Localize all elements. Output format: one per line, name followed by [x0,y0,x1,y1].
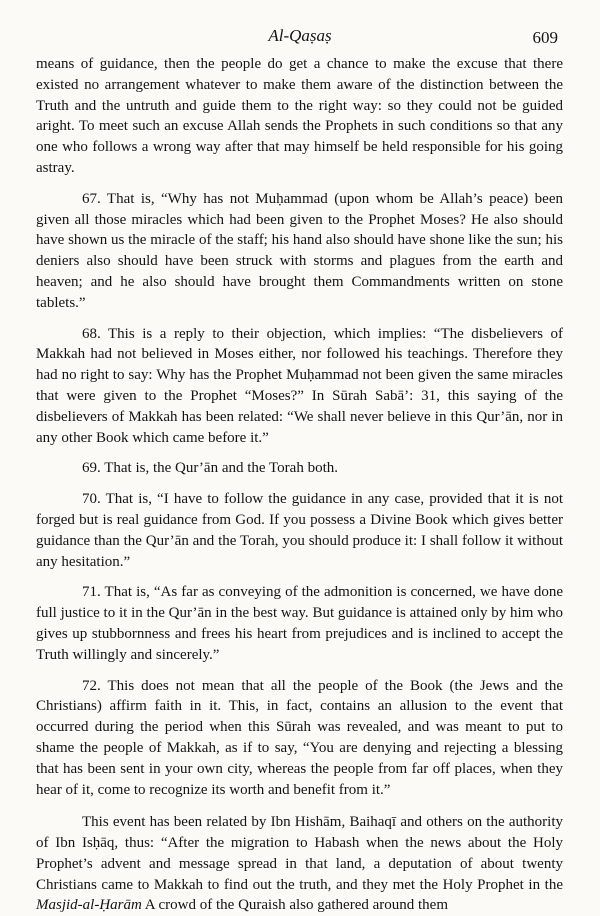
masjid-name: Masjid-al-Ḥarām [36,897,142,914]
note-71: 71. That is, “As far as conveying of the admonition is concerned, we have done full justice to it in the Qur’ān in the best way. But guidance is attained only by him who gives up stubbornness and frees his heart from prejudices and is inclined to accept the Truth willingly and sincerely.” [36,584,563,663]
note-67: 67. That is, “Why has not Muḥammad (upon whom be Allah’s peace) been given all those miracles which had been given to the Prophet Moses? He also should have shown us the miracle of the staff; his hand also should have shone like the sun; his deniers also should have been struck with storms and plagues from the earth and heaven; and he also should have brought them Commandments written on stone tablets.” [36,190,563,311]
note-72: 72. This does not mean that all the people of the Book (the Jews and the Christians) affirm faith in it. This, in fact, contains an allusion to the event that occurred during the period when this Sūrah was revealed, and was meant to put to shame the people of Makkah, as if to say, “You are denying and rejecting a blessing that has been sent in your own city, whereas the people from far off places, when they hear of it, come to recognize its worth and benefit from it.” [36,677,563,798]
event-text-start: This event has been related by Ibn Hishām, Baihaqī and others on the authority of Ibn Isḥāq, thus: “After the migration to Habash when the news about the Holy Prophet’s advent and message spread in that land, a deputation of about twenty Christians came to Makkah to find out the truth, and they met the Holy Prophet in the [36,814,563,893]
event-paragraph [36,812,563,916]
continued-paragraph: means of guidance, then the people do get a chance to make the excuse that there existed no arrangement whatever to make them aware of the distinction between the Truth and the untruth and guide them to the right way: so they could not be guided aright. To meet such an excuse Allah sends the Prophets in such conditions so that any one who follows a wrong way after that may himself be held responsible for his going astray. [36,56,563,176]
running-title: Al-Qaṣaṣ [268,26,332,45]
note-70: 70. That is, “I have to follow the guidance in any case, provided that it is not forged but is real guidance from God. If you possess a Divine Book which gives better guidance than the Qur’ān and the Torah, you should produce it: I shall follow it without any hesitation.” [36,491,563,570]
page-number: 609 [532,28,558,47]
page-header [0,26,600,50]
event-text-end: A crowd of the Quraish also gathered around them [144,897,449,914]
body-text [36,54,563,916]
note-69: 69. That is, the Qur’ān and the Torah both. [82,460,338,477]
note-68: 68. This is a reply to their objection, which implies: “The disbelievers of Makkah had not believed in Moses either, nor followed his teachings. Therefore they had no right to say: Why has the Prophet Muḥammad not been given the same miracles that were given to the Prophet “Moses?” In Sūrah Sabā’: 31, this saying of the disbelievers of Makkah has been related: “We shall never believe in this Qur’ān, nor in any other Book which came before it.” [36,325,563,446]
